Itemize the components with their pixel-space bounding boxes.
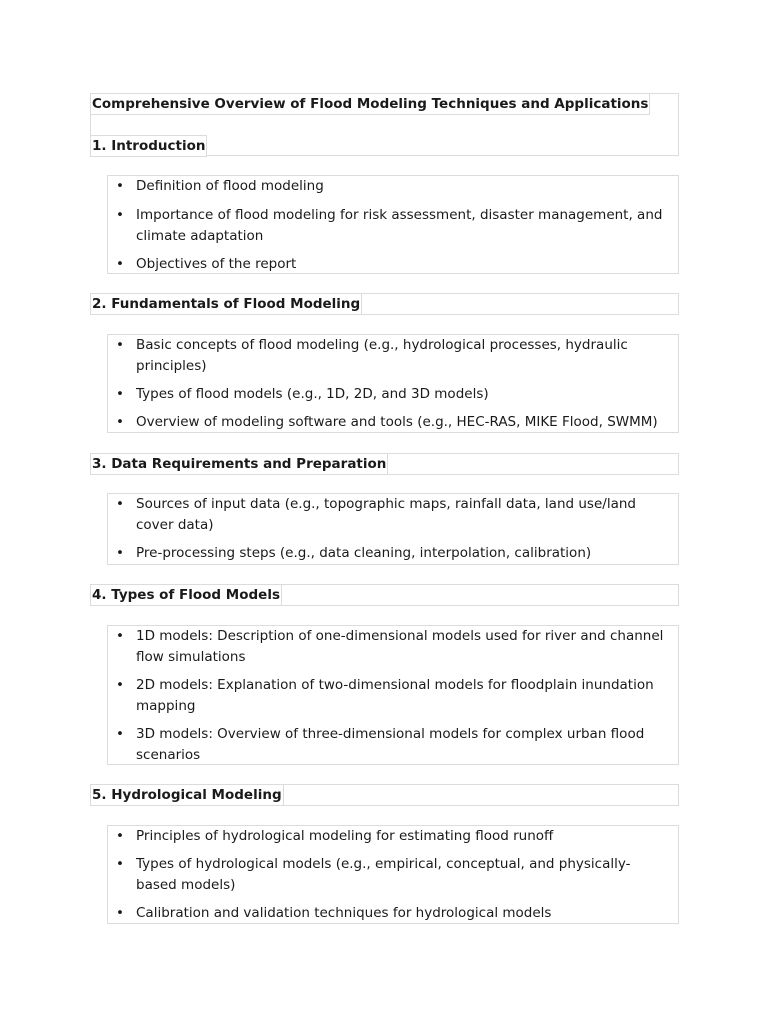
section-list-introduction: [107, 175, 679, 274]
list-item: • Calibration and validation techniques for hydrological models: [136, 903, 666, 924]
section-heading-data-requirements: 3. Data Requirements and Preparation: [90, 453, 388, 475]
list-item: • Overview of modeling software and tools (e.g., HEC-RAS, MIKE Flood, SWMM): [136, 412, 666, 433]
section-heading-introduction: 1. Introduction: [90, 135, 207, 157]
section-list-fundamentals: [107, 334, 679, 433]
list-item: • Definition of flood modeling: [136, 176, 666, 197]
bullet-icon: •: [116, 677, 124, 693]
bullet-icon: •: [116, 386, 124, 402]
bullet-icon: •: [116, 414, 124, 430]
bullet-icon: •: [116, 496, 124, 512]
bullet-icon: •: [116, 726, 124, 742]
bullet-icon: •: [116, 545, 124, 561]
bullet-icon: •: [116, 178, 124, 194]
list-item: • Importance of flood modeling for risk assessment, disaster management, and climate adaptation: [116, 207, 663, 244]
list-item: • 1D models: Description of one-dimensional models used for river and channel flow simulations: [116, 628, 664, 665]
list-item: • 3D models: Overview of three-dimensional models for complex urban flood scenarios: [116, 726, 645, 763]
list-item: • Types of hydrological models (e.g., empirical, conceptual, and physically-based models): [116, 856, 631, 893]
section-list-hydrological-modeling: [107, 825, 679, 924]
list-item: • Types of flood models (e.g., 1D, 2D, and 3D models): [136, 384, 666, 405]
section-heading-hydrological-modeling: 5. Hydrological Modeling: [90, 784, 284, 806]
bullet-icon: •: [116, 856, 124, 872]
bullet-icon: •: [116, 905, 124, 921]
section-list-types-of-flood-models: [107, 625, 679, 765]
list-item: • 2D models: Explanation of two-dimensional models for floodplain inundation mapping: [116, 677, 654, 714]
section-list-data-requirements: [107, 493, 679, 565]
list-item: • Pre-processing steps (e.g., data cleaning, interpolation, calibration): [136, 543, 666, 564]
bullet-icon: •: [116, 207, 124, 223]
document-title: Comprehensive Overview of Flood Modeling Techniques and Applications: [90, 93, 650, 115]
bullet-icon: •: [116, 256, 124, 272]
bullet-icon: •: [116, 828, 124, 844]
list-item: • Principles of hydrological modeling for estimating flood runoff: [136, 826, 666, 847]
bullet-icon: •: [116, 337, 124, 353]
section-heading-types-of-flood-models: 4. Types of Flood Models: [90, 584, 282, 606]
list-item: • Basic concepts of flood modeling (e.g., hydrological processes, hydraulic principles): [116, 337, 628, 374]
section-heading-fundamentals: 2. Fundamentals of Flood Modeling: [90, 293, 362, 315]
list-item: • Objectives of the report: [136, 254, 666, 275]
list-item: • Sources of input data (e.g., topographic maps, rainfall data, land use/land cover data): [116, 496, 636, 533]
bullet-icon: •: [116, 628, 124, 644]
